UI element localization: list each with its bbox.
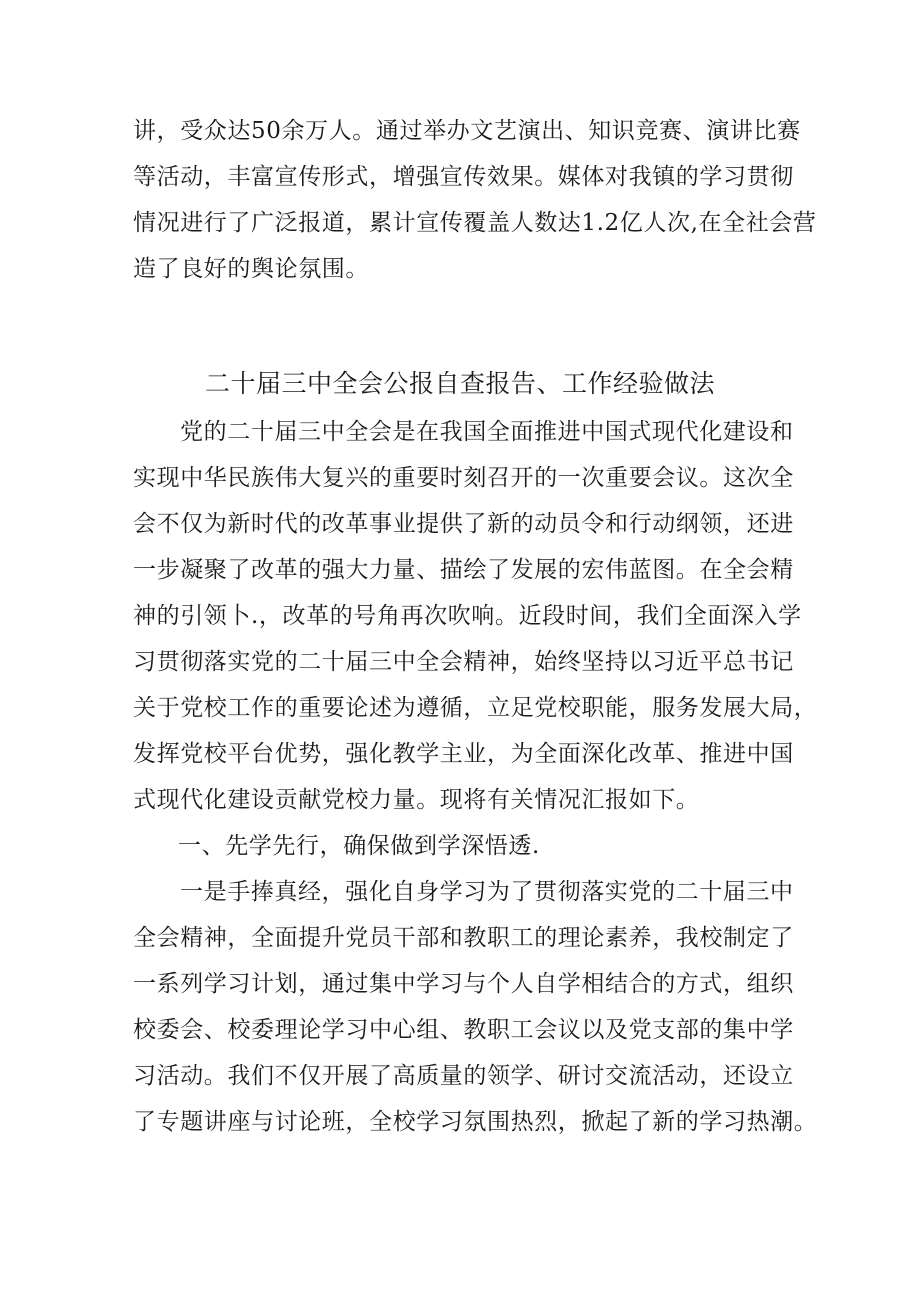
intro-line-3: 情况进行了广泛报道，累计宣传覆盖人数达1.2亿人次,在全社会营 xyxy=(133,210,817,236)
para2-line-3: 一系列学习计划，通过集中学习与个人自学相结合的方式，组织 xyxy=(133,971,794,997)
para2-line-4: 校委会、校委理论学习中心组、教职工会议以及党支部的集中学 xyxy=(133,1017,794,1043)
para1-line-1: 党的二十届三中全会是在我国全面推进中国式现代化建设和 xyxy=(180,419,794,445)
section1-heading: 一、先学先行，确保做到学深悟透. xyxy=(178,833,540,859)
para1-line-3: 会不仅为新时代的改革事业提供了新的动员令和行动纲领，还进 xyxy=(133,511,794,537)
para2-line-1: 一是手捧真经，强化自身学习为了贯彻落实党的二十届三中 xyxy=(180,879,794,905)
para1-line-8: 发挥党校平台优势，强化教学主业，为全面深化改革、推进中国 xyxy=(133,741,794,767)
para1-line-6: 习贯彻落实党的二十届三中全会精神，始终坚持以习近平总书记 xyxy=(133,649,794,675)
intro-line-4: 造了良好的舆论氛围。 xyxy=(133,256,369,282)
para2-line-2: 全会精神，全面提升党员干部和教职工的理论素养，我校制定了 xyxy=(133,925,794,951)
intro-line-1: 讲，受众达50余万人。通过举办文艺演出、知识竞赛、演讲比赛 xyxy=(133,118,801,144)
para1-line-7: 关于党校工作的重要论述为遵循，立足党校职能，服务发展大局， xyxy=(133,695,818,721)
para1-line-9: 式现代化建设贡献党校力量。现将有关情况汇报如下。 xyxy=(133,787,700,813)
para1-line-4: 一步凝聚了改革的强大力量、描绘了发展的宏伟蓝图。在全会精 xyxy=(133,557,794,583)
para2-line-5: 习活动。我们不仅开展了高质量的领学、研讨交流活动，还设立 xyxy=(133,1063,794,1089)
document-title: 二十届三中全会公报自查报告、工作经验做法 xyxy=(204,369,715,398)
para1-line-5: 神的引领卜.，改革的号角再次吹响。近段时间，我们全面深入学 xyxy=(133,603,802,629)
para2-line-6: 了专题讲座与讨论班，全校学习氛围热烈，掀起了新的学习热潮。 xyxy=(133,1109,818,1135)
intro-line-2: 等活动，丰富宣传形式，增强宣传效果。媒体对我镇的学习贯彻 xyxy=(133,164,794,190)
para1-line-2: 实现中华民族伟大复兴的重要时刻召开的一次重要会议。这次全 xyxy=(133,465,794,491)
